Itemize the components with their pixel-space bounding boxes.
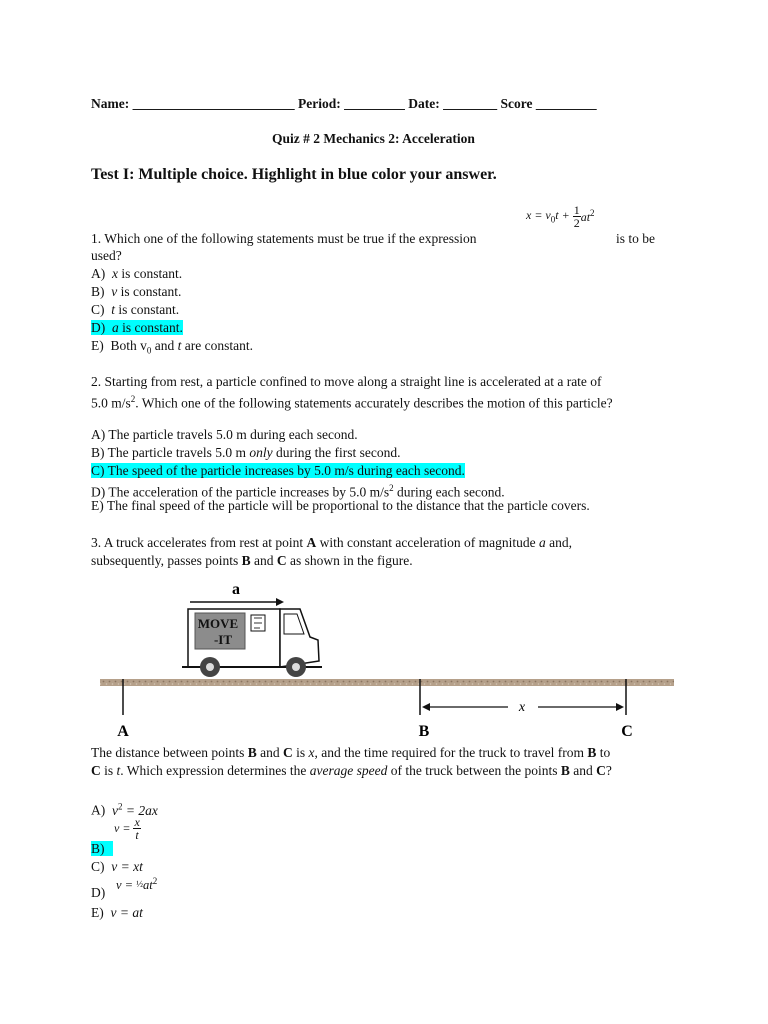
q1-stem: 1. Which one of the following statements must be true if the expression — [91, 231, 477, 246]
q3-option-d[interactable]: D) — [91, 885, 106, 900]
score-field-label[interactable]: Score _________ — [500, 96, 597, 111]
quiz-title: Quiz # 2 Mechanics 2: Acceleration — [272, 131, 475, 146]
q3-stem-line2: subsequently, passes points B and C as shown in the figure. — [91, 553, 413, 568]
q2-option-d[interactable]: D) The acceleration of the particle increases by 5.0 $m/s^2$ during each second. — [91, 483, 505, 500]
q3-stem-line1: 3. A truck accelerates from rest at point A with constant acceleration of magnitude a and, — [91, 535, 572, 550]
q1-option-d-highlight: D) a is constant. — [91, 320, 183, 335]
q2-option-c-highlight: C) The speed of the particle increases by 5.0 m/s during each second. — [91, 463, 465, 478]
period-field-label[interactable]: Period: _________ — [297, 96, 405, 111]
q2-option-b[interactable]: B) The particle travels 5.0 m only during the first second. — [91, 445, 401, 460]
point-c-label: C — [621, 723, 633, 740]
accel-label: a — [232, 581, 240, 598]
q3-option-a[interactable]: A) $v^2 = 2ax$ — [91, 801, 158, 818]
truck-text-it: -IT — [213, 632, 233, 647]
q2-option-a[interactable]: A) The particle travels 5.0 m during each second. — [91, 427, 358, 442]
ground-strip — [100, 679, 674, 686]
q1-stem-end: is to be — [616, 231, 655, 246]
point-a-label: A — [117, 723, 129, 740]
q3-para-line2: C is t. Which expression determines the average speed of the truck between the points B and C? — [91, 763, 612, 778]
q3-option-b-formula: v = $\frac{x}{t}$ — [114, 815, 140, 842]
q1-stem-cont: used? — [91, 248, 122, 263]
q3-option-e[interactable]: E) v = at — [91, 905, 143, 920]
q1-option-d[interactable] — [91, 319, 183, 336]
q1-option-c[interactable]: C) t is constant. — [91, 302, 180, 317]
q2-stem-line1: 2. Starting from rest, a particle confined to move along a straight line is accelerated at a rate of — [91, 374, 602, 389]
date-field-label[interactable]: Date: ________ — [408, 96, 498, 111]
q1-option-e[interactable]: E) Both $v_0$ and t are constant. — [91, 338, 253, 356]
header-line — [91, 95, 597, 112]
test-heading: Test I: Multiple choice. Highlight in blue color your answer. — [91, 166, 497, 183]
truck-text-move: MOVE — [197, 616, 239, 631]
name-field-label[interactable]: Name: ________________________ — [91, 96, 295, 111]
q3-para-line1: The distance between points B and C is x, and the time required for the truck to travel from B to — [91, 745, 611, 760]
q1-formula: $x = v_0t$ + $\frac{1}{2}$ $at^2$ — [526, 203, 595, 230]
q1-option-a[interactable]: A) x is constant. — [91, 266, 183, 281]
q1-option-b[interactable]: B) v is constant. — [91, 284, 182, 299]
distance-label: x — [518, 700, 526, 715]
point-b-label: B — [418, 723, 430, 740]
q3-option-c[interactable]: C) v = xt — [91, 859, 143, 874]
q2-stem-line2: 5.0 $m/s^2$. Which one of the following statements accurately describes the motion of this particle? — [91, 394, 613, 411]
q3-option-d-formula: $v = \frac{1}{2}at^2$ — [116, 876, 158, 893]
truck-icon — [182, 609, 322, 677]
accel-arrowhead — [276, 598, 284, 606]
q2-option-c[interactable] — [91, 462, 465, 479]
q2-option-e[interactable]: E) The final speed of the particle will be proportional to the distance that the particle covers. — [91, 498, 590, 513]
truck-figure — [90, 578, 680, 743]
q3-option-b[interactable] — [91, 840, 113, 857]
q3-option-b-highlight: B) — [91, 841, 113, 856]
